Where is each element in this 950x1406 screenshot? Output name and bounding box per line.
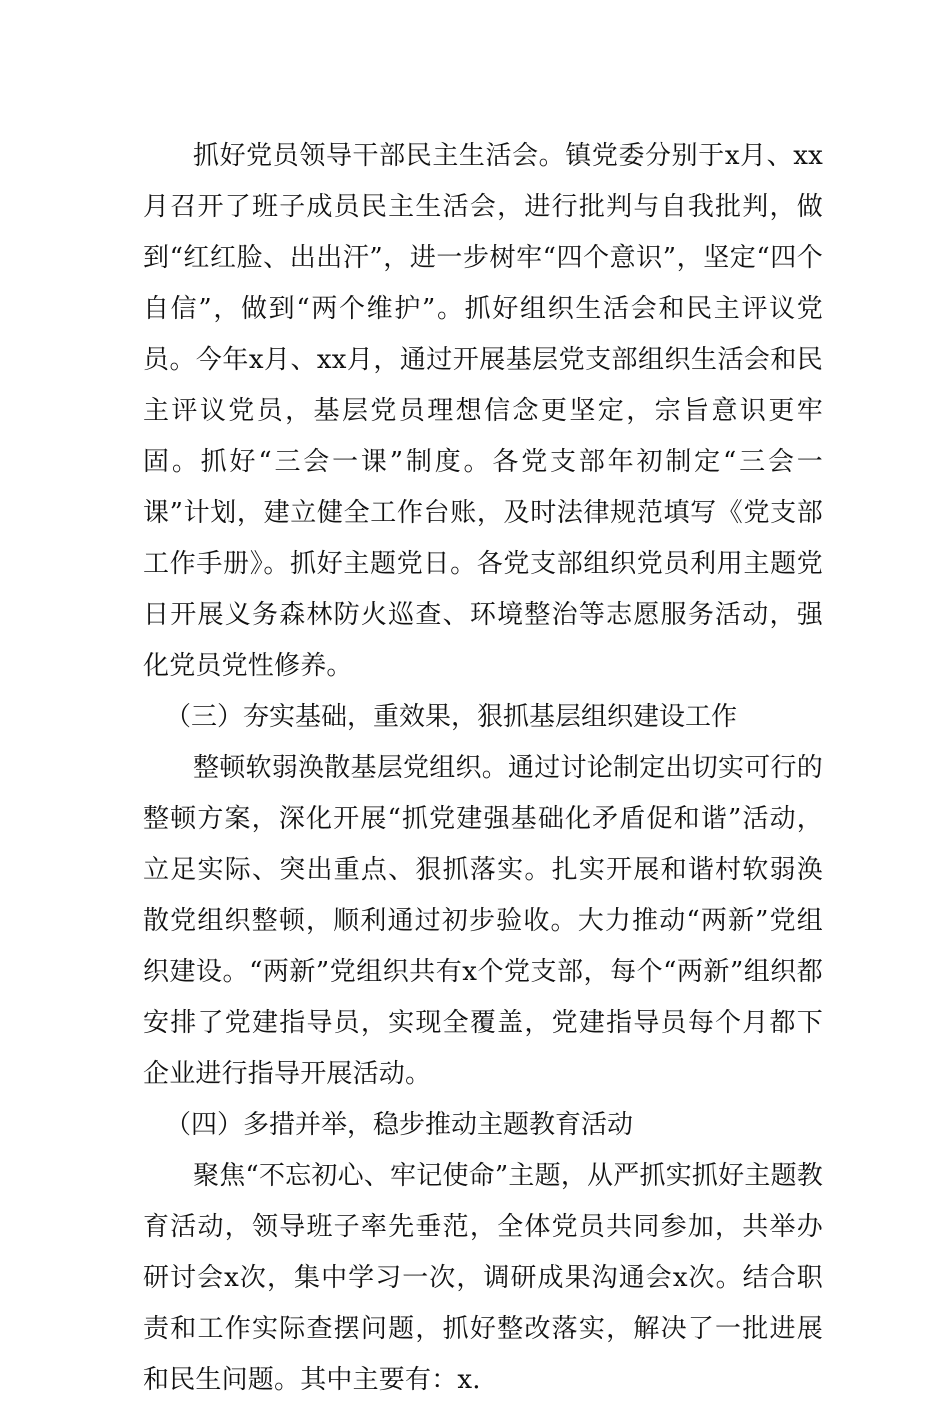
paragraph-theme-education: 聚焦“不忘初心、牢记使命”主题，从严抓实抓好主题教育活动，领导班子率先垂范，全体党员共同参加，共举办研讨会x次，集中学习一次，调研成果沟通会x次。结合职责和工作实际查摆问题，抓好整改落实，解决了一批进展和民生问题。其中主要有：x. <box>143 1161 823 1395</box>
paragraph-party-life-meetings: 抓好党员领导干部民主生活会。镇党委分别于x月、xx月召开了班子成员民主生活会，进行批判与自我批判，做到“红红脸、出出汗”，进一步树牢“四个意识”，坚定“四个自信”，做到“两个维护”。抓好组织生活会和民主评议党员。今年x月、xx月，通过开展基层党支部组织生活会和民主评议党员，基层党员理想信念更坚定，宗旨意识更牢固。抓好“三会一课”制度。各党支部年初制定“三会一课”计划，建立健全工作台账，及时法律规范填写《党支部工作手册》。抓好主题党日。各党支部组织党员利用主题党日开展义务森林防火巡查、环境整治等志愿服务活动，强化党员党性修养。 <box>143 141 823 681</box>
paragraph-grassroots-organization: 整顿软弱涣散基层党组织。通过讨论制定出切实可行的整顿方案，深化开展“抓党建强基础化矛盾促和谐”活动，立足实际、突出重点、狠抓落实。扎实开展和谐村软弱涣散党组织整顿，顺利通过初步验收。大力推动“两新”党组织建设。“两新”党组织共有x个党支部，每个“两新”组织都安排了党建指导员，实现全覆盖，党建指导员每个月都下企业进行指导开展活动。 <box>143 753 823 1089</box>
document-body <box>143 131 823 1406</box>
section-heading-four: （四）多措并举，稳步推动主题教育活动 <box>165 1110 634 1140</box>
section-heading-three: （三）夯实基础，重效果，狠抓基层组织建设工作 <box>165 702 738 732</box>
